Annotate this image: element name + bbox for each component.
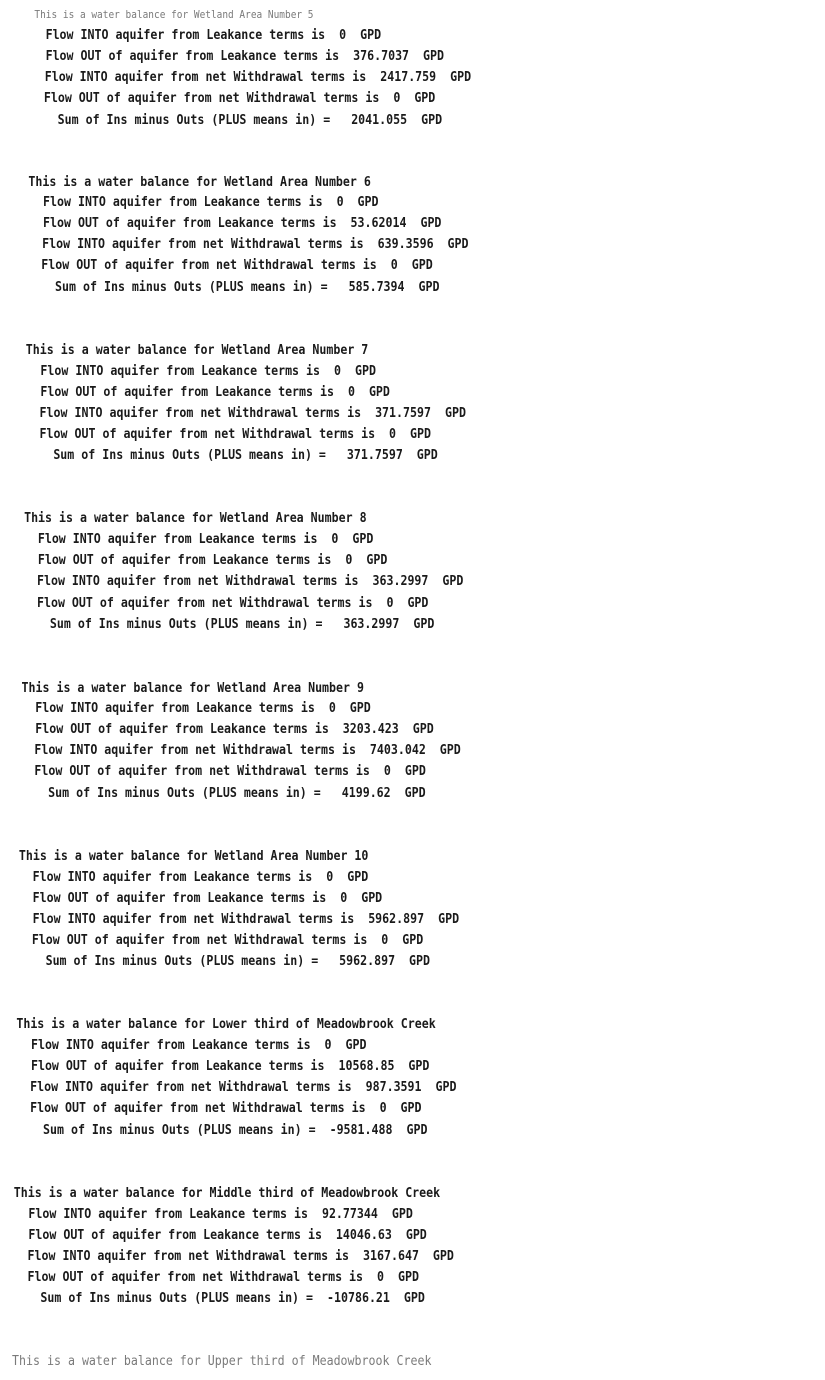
sum-ins-minus-outs: Sum of Ins minus Outs (PLUS means in) = 363.2997 GPD	[49, 616, 435, 632]
flow-out-withdrawal: Flow OUT of aquifer from net Withdrawal terms is 0 GPD	[41, 257, 433, 273]
flow-out-leakance: Flow OUT of aquifer from Leakance terms is 10568.85 GPD	[30, 1058, 430, 1074]
sum-ins-minus-outs: Sum of Ins minus Outs (PLUS means in) = 5962.897 GPD	[45, 953, 431, 969]
flow-out-leakance: Flow OUT of aquifer from Leakance terms is 53.62014 GPD	[43, 215, 442, 231]
flow-into-leakance: Flow INTO aquifer from Leakance terms is 0 GPD	[30, 1037, 367, 1053]
flow-out-withdrawal: Flow OUT of aquifer from net Withdrawal terms is 0 GPD	[30, 1100, 422, 1116]
block-header: This is a water balance for Lower third of Meadowbrook Creek	[16, 1016, 436, 1032]
flow-into-withdrawal: Flow INTO aquifer from net Withdrawal terms is 639.3596 GPD	[42, 236, 469, 252]
flow-into-withdrawal: Flow INTO aquifer from net Withdrawal terms is 371.7597 GPD	[39, 405, 466, 421]
block-header: This is a water balance for Wetland Area Number 9	[21, 680, 365, 696]
sum-ins-minus-outs: Sum of Ins minus Outs (PLUS means in) = -10786.21 GPD	[40, 1290, 425, 1306]
flow-into-leakance: Flow INTO aquifer from Leakance terms is 0 GPD	[40, 363, 376, 379]
flow-out-withdrawal: Flow OUT of aquifer from net Withdrawal terms is 0 GPD	[36, 595, 429, 611]
flow-out-withdrawal: Flow OUT of aquifer from net Withdrawal terms is 0 GPD	[43, 90, 436, 106]
block-header: This is a water balance for Wetland Area Number 6	[28, 174, 371, 190]
flow-into-leakance: Flow INTO aquifer from Leakance terms is 0 GPD	[35, 700, 371, 716]
flow-into-withdrawal: Flow INTO aquifer from net Withdrawal terms is 2417.759 GPD	[44, 69, 472, 85]
flow-out-leakance: Flow OUT of aquifer from Leakance terms is 0 GPD	[32, 890, 383, 906]
flow-into-leakance: Flow INTO aquifer from Leakance terms is 92.77344 GPD	[28, 1206, 413, 1222]
flow-into-leakance: Flow INTO aquifer from Leakance terms is 0 GPD	[45, 27, 382, 43]
flow-out-leakance: Flow OUT of aquifer from Leakance terms is 3203.423 GPD	[35, 721, 434, 737]
flow-out-leakance: Flow OUT of aquifer from Leakance terms is 0 GPD	[40, 384, 390, 400]
block-header: This is a water balance for Wetland Area Number 10	[18, 848, 369, 864]
sum-ins-minus-outs: Sum of Ins minus Outs (PLUS means in) = -9581.488 GPD	[43, 1122, 428, 1138]
flow-out-withdrawal: Flow OUT of aquifer from net Withdrawal terms is 0 GPD	[39, 426, 431, 442]
flow-out-withdrawal: Flow OUT of aquifer from net Withdrawal terms is 0 GPD	[27, 1269, 419, 1285]
block-header: This is a water balance for Middle third of Meadowbrook Creek	[13, 1185, 441, 1201]
flow-out-leakance: Flow OUT of aquifer from Leakance terms is 376.7037 GPD	[45, 48, 445, 64]
flow-out-leakance: Flow OUT of aquifer from Leakance terms is 0 GPD	[37, 552, 388, 568]
flow-out-withdrawal: Flow OUT of aquifer from net Withdrawal terms is 0 GPD	[31, 932, 424, 948]
sum-ins-minus-outs: Sum of Ins minus Outs (PLUS means in) = 2041.055 GPD	[57, 112, 443, 128]
sum-ins-minus-outs: Sum of Ins minus Outs (PLUS means in) = 585.7394 GPD	[55, 279, 440, 295]
flow-into-withdrawal: Flow INTO aquifer from net Withdrawal terms is 7403.042 GPD	[34, 742, 461, 758]
flow-into-leakance: Flow INTO aquifer from Leakance terms is 0 GPD	[43, 194, 379, 210]
flow-out-leakance: Flow OUT of aquifer from Leakance terms is 14046.63 GPD	[28, 1227, 427, 1243]
flow-into-withdrawal: Flow INTO aquifer from net Withdrawal terms is 363.2997 GPD	[36, 573, 464, 589]
flow-into-withdrawal: Flow INTO aquifer from net Withdrawal terms is 987.3591 GPD	[30, 1079, 457, 1095]
block-header: This is a water balance for Wetland Area Number 7	[25, 342, 369, 358]
sum-ins-minus-outs: Sum of Ins minus Outs (PLUS means in) = 4199.62 GPD	[48, 785, 426, 801]
flow-into-leakance: Flow INTO aquifer from Leakance terms is 0 GPD	[37, 531, 374, 547]
flow-into-leakance: Flow INTO aquifer from Leakance terms is 0 GPD	[32, 869, 369, 885]
block-header: This is a water balance for Wetland Area Number 8	[24, 510, 367, 526]
flow-into-withdrawal: Flow INTO aquifer from net Withdrawal terms is 3167.647 GPD	[27, 1248, 454, 1264]
block-header: This is a water balance for Wetland Area Number 5	[34, 8, 314, 21]
sum-ins-minus-outs: Sum of Ins minus Outs (PLUS means in) = 371.7597 GPD	[53, 447, 438, 463]
flow-out-withdrawal: Flow OUT of aquifer from net Withdrawal terms is 0 GPD	[34, 763, 426, 779]
block-header: This is a water balance for Upper third of Meadowbrook Creek	[12, 1353, 432, 1369]
flow-into-withdrawal: Flow INTO aquifer from net Withdrawal terms is 5962.897 GPD	[32, 911, 460, 927]
